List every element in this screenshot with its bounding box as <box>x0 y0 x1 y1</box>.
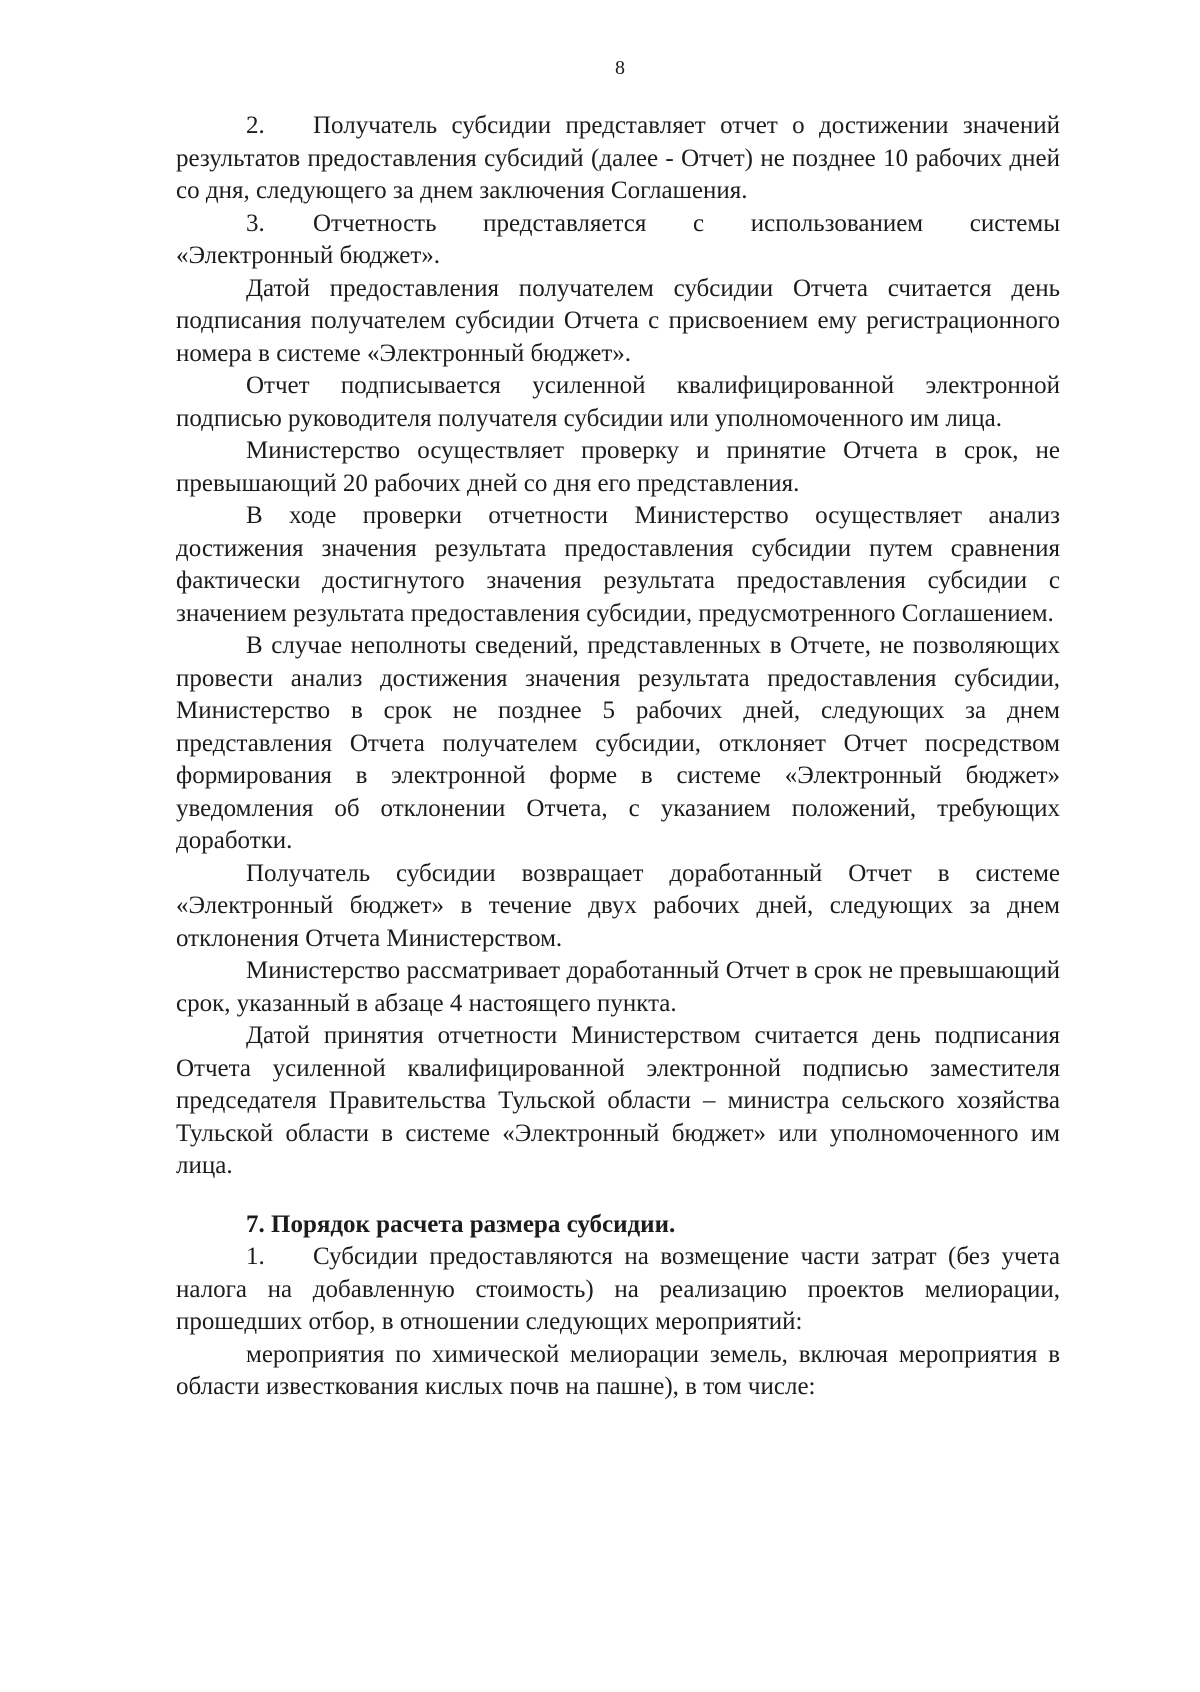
paragraph <box>176 1241 1060 1339</box>
paragraph: Получатель субсидии возвращает доработанный Отчет в системе «Электронный бюджет» в течение двух рабочих дней, следующих за днем отклонения Отчета Министерством. <box>176 859 1060 952</box>
paragraph: Министерство осуществляет проверку и принятие Отчета в срок, не превышающий 20 рабочих дней со дня его представления. <box>176 437 1060 497</box>
paragraph-text: Субсидии предоставляются на возмещение части затрат (без учета налога на добавленную стоимость) на реализацию проектов мелиорации, прошедших отбор, в отношении следующих мероприятий: <box>176 1243 1060 1335</box>
paragraph-text: Отчетность представляется с использованием системы «Электронный бюджет». <box>176 209 1060 269</box>
paragraph-number: 3. <box>246 209 265 237</box>
document-body <box>176 110 1060 1404</box>
paragraph: В ходе проверки отчетности Министерство осуществляет анализ достижения значения результата предоставления субсидии путем сравнения фактически достигнутого значения результата предоставления субсидии с значением результата предоставления субсидии, предусмотренного Соглашением. <box>176 502 1060 627</box>
paragraph <box>176 208 1060 273</box>
paragraph: Датой принятия отчетности Министерством считается день подписания Отчета усиленной квалифицированной электронной подписью заместителя председателя Правительства Тульской области – министра сельского хозяйства Тульской области в системе «Электронный бюджет» или уполномоченного им лица. <box>176 1022 1060 1179</box>
paragraph-number: 1. <box>246 1243 265 1270</box>
paragraph: мероприятия по химической мелиорации земель, включая мероприятия в области известкования кислых почв на пашне), в том числе: <box>176 1340 1060 1400</box>
paragraph: В случае неполноты сведений, представленных в Отчете, не позволяющих провести анализ достижения значения результата предоставления субсидии, Министерство в срок не позднее 5 рабочих дней, следующих за днем представления Отчета получателем субсидии, отклоняет Отчет посредством формирования в электронной форме в системе «Электронный бюджет» уведомления об отклонении Отчета, с указанием положений, требующих доработки. <box>176 632 1060 854</box>
paragraph-text: Получатель субсидии представляет отчет о достижении значений результатов предоставления субсидий (далее - Отчет) не позднее 10 рабочих дней со дня, следующего за днем заключения Соглашения. <box>176 112 1060 204</box>
paragraph-number: 2. <box>246 112 265 139</box>
paragraph: Министерство рассматривает доработанный Отчет в срок не превышающий срок, указанный в абзаце 4 настоящего пункта. <box>176 957 1060 1017</box>
page-number: 8 <box>615 57 625 79</box>
paragraph <box>176 110 1060 208</box>
paragraph: Датой предоставления получателем субсидии Отчета считается день подписания получателем субсидии Отчета с присвоением ему регистрационного номера в системе «Электронный бюджет». <box>176 274 1060 367</box>
paragraph: Отчет подписывается усиленной квалифицированной электронной подписью руководителя получателя субсидии или уполномоченного им лица. <box>176 372 1060 432</box>
section-heading: 7. Порядок расчета размера субсидии. <box>246 1210 676 1238</box>
